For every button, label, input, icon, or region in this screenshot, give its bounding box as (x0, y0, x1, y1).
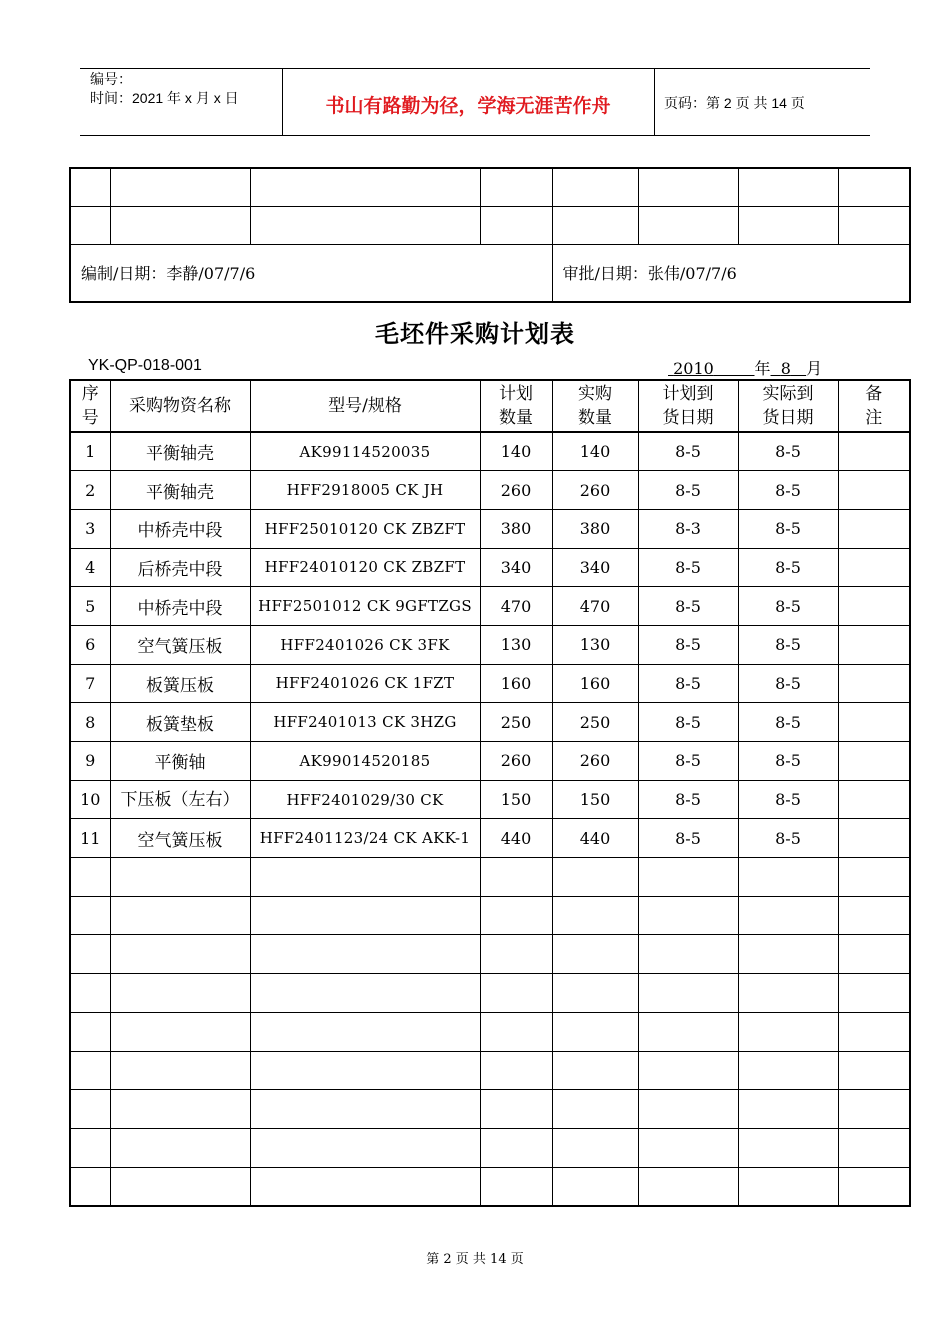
cell-actual-date: 8-5 (738, 509, 838, 548)
cell-plan-qty: 130 (480, 625, 552, 664)
cell-actual-qty: 440 (552, 819, 638, 858)
table-row (70, 471, 910, 510)
col-name: 采购物资名称 (110, 380, 250, 432)
cell-remark (838, 548, 910, 587)
page-title: 毛坯件采购计划表 (375, 319, 575, 348)
cell-plan-qty: 440 (480, 819, 552, 858)
cell-actual-qty: 470 (552, 587, 638, 626)
continuation-table (69, 167, 911, 303)
table-row (70, 587, 910, 626)
header-rule-bottom (80, 135, 870, 136)
cell-plan-date: 8-5 (638, 664, 738, 703)
table-row-empty (70, 858, 910, 897)
header-motto: 书山有路勤为径，学海无涯苦作舟 (325, 95, 611, 117)
cell-name: 下压板（左右） (110, 780, 250, 819)
cell-plan-date: 8-5 (638, 780, 738, 819)
cell-model: HFF2401029/30 CK (250, 780, 480, 819)
cell-actual-date: 8-5 (738, 703, 838, 742)
cell-plan-qty: 380 (480, 509, 552, 548)
cell-plan-qty: 140 (480, 432, 552, 471)
cell-seq: 7 (70, 664, 110, 703)
cell-actual-qty: 150 (552, 780, 638, 819)
cell-model: AK99014520185 (250, 742, 480, 781)
cell-seq: 11 (70, 819, 110, 858)
cell-seq: 9 (70, 742, 110, 781)
cell-model: HFF2401013 CK 3HZG (250, 703, 480, 742)
cell-model: HFF2401123/24 CK AKK-1 (250, 819, 480, 858)
cell-seq: 4 (70, 548, 110, 587)
cell-actual-date: 8-5 (738, 664, 838, 703)
table-row (70, 548, 910, 587)
cell-actual-date: 8-5 (738, 587, 838, 626)
cell-seq: 2 (70, 471, 110, 510)
cell-actual-date: 8-5 (738, 432, 838, 471)
cell-name: 中桥壳中段 (110, 509, 250, 548)
cell-name: 后桥壳中段 (110, 548, 250, 587)
cell-seq: 10 (70, 780, 110, 819)
cell-model: HFF2501012 CK 9GFTZGS (250, 587, 480, 626)
doc-number: YK-QP-018-001 (88, 357, 202, 374)
col-model: 型号/规格 (250, 380, 480, 432)
cell-plan-qty: 250 (480, 703, 552, 742)
table-row-empty (70, 1090, 910, 1129)
cell-seq: 8 (70, 703, 110, 742)
cell-plan-date: 8-3 (638, 509, 738, 548)
cell-plan-qty: 340 (480, 548, 552, 587)
cell-plan-qty: 470 (480, 587, 552, 626)
table-row (70, 509, 910, 548)
cell-plan-qty: 160 (480, 664, 552, 703)
cell-plan-date: 8-5 (638, 742, 738, 781)
purchase-plan-table (69, 379, 911, 1207)
cell-seq: 1 (70, 432, 110, 471)
date-month: 8 (780, 359, 791, 378)
cell-actual-date: 8-5 (738, 625, 838, 664)
cell-seq: 3 (70, 509, 110, 548)
table-row (70, 432, 910, 471)
table-row (70, 780, 910, 819)
cell-plan-date: 8-5 (638, 471, 738, 510)
cell-name: 中桥壳中段 (110, 587, 250, 626)
cell-actual-qty: 260 (552, 471, 638, 510)
cell-actual-qty: 250 (552, 703, 638, 742)
cell-seq: 6 (70, 625, 110, 664)
col-plan-qty: 计划 数量 (480, 380, 552, 432)
header-meta (90, 70, 239, 108)
cell-name: 空气簧压板 (110, 819, 250, 858)
table-row (70, 625, 910, 664)
cell-actual-qty: 260 (552, 742, 638, 781)
time-label: 时间：2021 年 x 月 x 日 (90, 90, 239, 106)
cell-model: AK99114520035 (250, 432, 480, 471)
table-row-empty (70, 974, 910, 1013)
table-row-empty (70, 1051, 910, 1090)
header-rule-top (80, 68, 870, 69)
header-divider (654, 68, 655, 135)
table-header-row (70, 380, 910, 432)
table-row (70, 664, 910, 703)
cell-actual-date: 8-5 (738, 742, 838, 781)
cell-name: 平衡轴壳 (110, 471, 250, 510)
cell-remark (838, 819, 910, 858)
cell-name: 板簧压板 (110, 664, 250, 703)
cell-remark (838, 742, 910, 781)
page-label: 页码：第 2 页 共 14 页 (664, 95, 805, 111)
cell-model: HFF24010120 CK ZBZFT (250, 548, 480, 587)
cell-actual-qty: 130 (552, 625, 638, 664)
serial-label: 编号： (90, 71, 132, 87)
col-remark: 备 注 (838, 380, 910, 432)
cell-plan-date: 8-5 (638, 625, 738, 664)
cell-remark (838, 703, 910, 742)
approved-by: 审批/日期：张伟/07/7/6 (552, 244, 910, 302)
prepared-by: 编制/日期：李静/07/7/6 (70, 244, 552, 302)
col-seq: 序 号 (70, 380, 110, 432)
cell-remark (838, 587, 910, 626)
cell-seq: 5 (70, 587, 110, 626)
cell-model: HFF2401026 CK 3FK (250, 625, 480, 664)
cell-actual-date: 8-5 (738, 548, 838, 587)
cell-remark (838, 664, 910, 703)
cell-remark (838, 471, 910, 510)
table-row-empty (70, 935, 910, 974)
cell-name: 板簧垫板 (110, 703, 250, 742)
table-row-empty (70, 1167, 910, 1206)
cell-remark (838, 432, 910, 471)
cell-actual-qty: 140 (552, 432, 638, 471)
cell-plan-date: 8-5 (638, 432, 738, 471)
cell-remark (838, 780, 910, 819)
date-year-unit: 年 (754, 359, 771, 378)
cell-actual-qty: 380 (552, 509, 638, 548)
cell-name: 平衡轴 (110, 742, 250, 781)
table-row (70, 168, 910, 206)
cell-actual-date: 8-5 (738, 471, 838, 510)
cell-plan-qty: 260 (480, 742, 552, 781)
table-row (70, 819, 910, 858)
cell-remark (838, 625, 910, 664)
cell-plan-date: 8-5 (638, 587, 738, 626)
table-row (70, 206, 910, 244)
cell-plan-date: 8-5 (638, 703, 738, 742)
cell-remark (838, 509, 910, 548)
page-footer: 第 2 页 共 14 页 (426, 1252, 524, 1267)
cell-actual-date: 8-5 (738, 819, 838, 858)
date-month-unit: 月 (806, 359, 823, 378)
cell-plan-qty: 150 (480, 780, 552, 819)
table-row-empty (70, 1128, 910, 1167)
cell-plan-qty: 260 (480, 471, 552, 510)
table-row-empty (70, 1012, 910, 1051)
cell-actual-qty: 160 (552, 664, 638, 703)
cell-model: HFF2401026 CK 1FZT (250, 664, 480, 703)
cell-actual-date: 8-5 (738, 780, 838, 819)
cell-name: 平衡轴壳 (110, 432, 250, 471)
cell-model: HFF2918005 CK JH (250, 471, 480, 510)
col-actual-qty: 实购 数量 (552, 380, 638, 432)
col-actual-date: 实际到 货日期 (738, 380, 838, 432)
col-plan-date: 计划到 货日期 (638, 380, 738, 432)
cell-plan-date: 8-5 (638, 819, 738, 858)
signoff-row (70, 244, 910, 302)
table-row (70, 742, 910, 781)
cell-model: HFF25010120 CK ZBZFT (250, 509, 480, 548)
cell-name: 空气簧压板 (110, 625, 250, 664)
cell-plan-date: 8-5 (638, 548, 738, 587)
table-row-empty (70, 896, 910, 935)
cell-actual-qty: 340 (552, 548, 638, 587)
plan-date (668, 356, 822, 379)
table-row (70, 703, 910, 742)
date-year: 2010 (673, 359, 714, 378)
